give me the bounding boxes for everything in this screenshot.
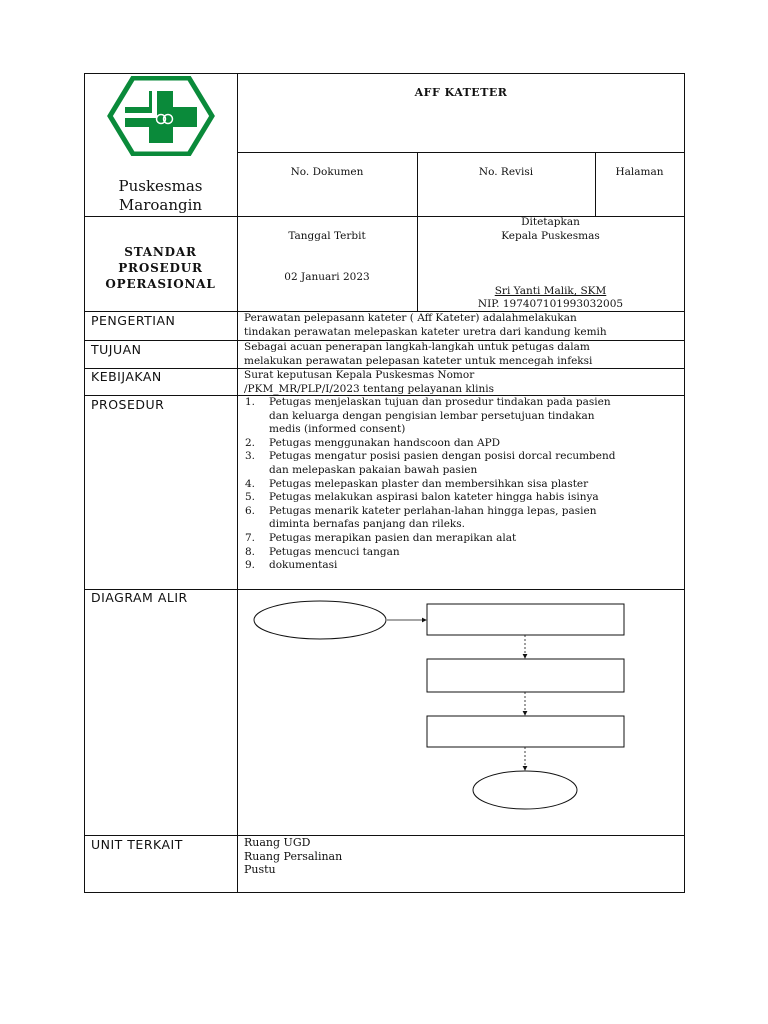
flow-step-box-1 xyxy=(427,604,624,635)
procedure-step-text: Petugas mengatur posisi pasien dengan posisi dorcal recumbend xyxy=(269,450,616,463)
procedure-step-text: Petugas menjelaskan tujuan dan prosedur tindakan pada pasien xyxy=(269,396,611,408)
diagram-label: DIAGRAM ALIR xyxy=(91,590,188,605)
org-name-line2: Maroangin xyxy=(118,196,203,214)
procedure-step-number: 2. xyxy=(245,436,256,449)
procedure-step-text: Petugas mencuci tangan xyxy=(269,545,400,558)
unit-label: UNIT TERKAIT xyxy=(91,837,183,852)
issue-date-value: 02 Januari 2023 xyxy=(284,271,370,283)
pengertian-line1: Perawatan pelepasann kateter ( Aff Kateter) adalahmelakukan xyxy=(244,312,577,324)
sop-heading xyxy=(84,244,237,292)
procedure-step-number: 1. xyxy=(245,396,256,408)
procedure-step-text: Petugas melakukan aspirasi balon kateter hingga habis isinya xyxy=(269,491,599,504)
puskesmas-logo xyxy=(107,76,215,156)
procedure-step xyxy=(245,396,681,437)
procedure-list xyxy=(245,396,681,573)
approval-line2: Kepala Puskesmas xyxy=(501,230,600,242)
kebijakan-line2: /PKM_MR/PLP/I/2023 tentang pelayanan klinis xyxy=(244,382,494,395)
flow-end-oval xyxy=(473,771,577,809)
flow-step-box-3 xyxy=(427,716,624,747)
procedure-step-text: dan keluarga dengan pengisian lembar persetujuan tindakan xyxy=(269,409,595,422)
column-divider xyxy=(595,152,596,216)
tujuan-text xyxy=(244,341,682,368)
procedure-step-number: 5. xyxy=(245,491,256,504)
table-border-bottom xyxy=(84,892,685,893)
document-title: AFF KATETER xyxy=(414,86,508,99)
procedure-step xyxy=(245,437,681,451)
sop-line3: OPERASIONAL xyxy=(105,277,216,291)
pengertian-text xyxy=(244,312,682,339)
tujuan-line1: Sebagai acuan penerapan langkah-langkah untuk petugas dalam xyxy=(244,341,590,353)
procedure-step xyxy=(245,491,681,505)
procedure-step-number: 4. xyxy=(245,477,256,490)
procedure-step-text: Petugas menggunakan handscoon dan APD xyxy=(269,436,501,449)
sop-line1: STANDAR xyxy=(124,245,197,259)
procedure-step-number: 8. xyxy=(245,545,256,558)
approver-name: Sri Yanti Malik, SKM xyxy=(494,285,607,297)
tujuan-label: TUJUAN xyxy=(91,342,142,357)
sop-line2: PROSEDUR xyxy=(118,261,203,275)
tujuan-line2: melakukan perawatan pelepasan kateter untuk mencegah infeksi xyxy=(244,354,593,367)
page-label: Halaman xyxy=(615,166,664,178)
procedure-step-text: medis (informed consent) xyxy=(269,423,406,436)
procedure-step xyxy=(245,450,681,477)
procedure-step-number: 9. xyxy=(245,559,256,572)
procedure-step-text: Petugas merapikan pasien dan merapikan alat xyxy=(269,531,517,544)
procedure-step xyxy=(245,546,681,560)
procedure-step-number: 6. xyxy=(245,504,256,517)
org-name-line1: Puskesmas xyxy=(118,177,203,195)
procedure-step xyxy=(245,532,681,546)
pengertian-label: PENGERTIAN xyxy=(91,313,176,328)
kebijakan-line1: Surat keputusan Kepala Puskesmas Nomor xyxy=(244,369,475,381)
flow-start-oval xyxy=(254,601,386,639)
revision-label: No. Revisi xyxy=(478,166,534,178)
procedure-step-number: 7. xyxy=(245,531,256,544)
table-border-right xyxy=(684,73,685,893)
procedure-step-text: dokumentasi xyxy=(269,559,338,572)
pengertian-line2: tindakan perawatan melepaskan kateter uretra dari kandung kemih xyxy=(244,325,607,338)
approver-nip: NIP. 197407101993032005 xyxy=(477,298,624,310)
flow-diagram xyxy=(238,590,684,835)
approval-line1: Ditetapkan xyxy=(521,216,580,228)
procedure-step xyxy=(245,478,681,492)
procedure-step xyxy=(245,505,681,532)
unit-list xyxy=(244,836,674,877)
procedure-step-text: Petugas menarik kateter perlahan-lahan hingga lepas, pasien xyxy=(269,504,597,517)
flow-step-box-2 xyxy=(427,659,624,692)
kebijakan-text xyxy=(244,369,682,396)
unit-item-pustu: Pustu xyxy=(244,863,276,876)
kebijakan-label: KEBIJAKAN xyxy=(91,369,162,384)
issue-date-label: Tanggal Terbit xyxy=(288,230,366,242)
procedure-step-text: Petugas melepaskan plaster dan membersihkan sisa plaster xyxy=(269,477,589,490)
unit-item-persalinan: Ruang Persalinan xyxy=(244,849,343,863)
procedure-step-text: diminta bernafas panjang dan rileks. xyxy=(269,518,466,531)
procedure-step-number: 3. xyxy=(245,450,256,463)
unit-item-ugd: Ruang UGD xyxy=(244,836,311,849)
table-border-top xyxy=(84,73,685,74)
procedure-step-text: dan melepaskan pakaian bawah pasien xyxy=(269,463,478,476)
org-name xyxy=(84,177,237,215)
prosedur-label: PROSEDUR xyxy=(91,397,165,412)
row-divider xyxy=(237,152,685,153)
procedure-step xyxy=(245,559,681,573)
doc-number-label: No. Dokumen xyxy=(290,166,364,178)
